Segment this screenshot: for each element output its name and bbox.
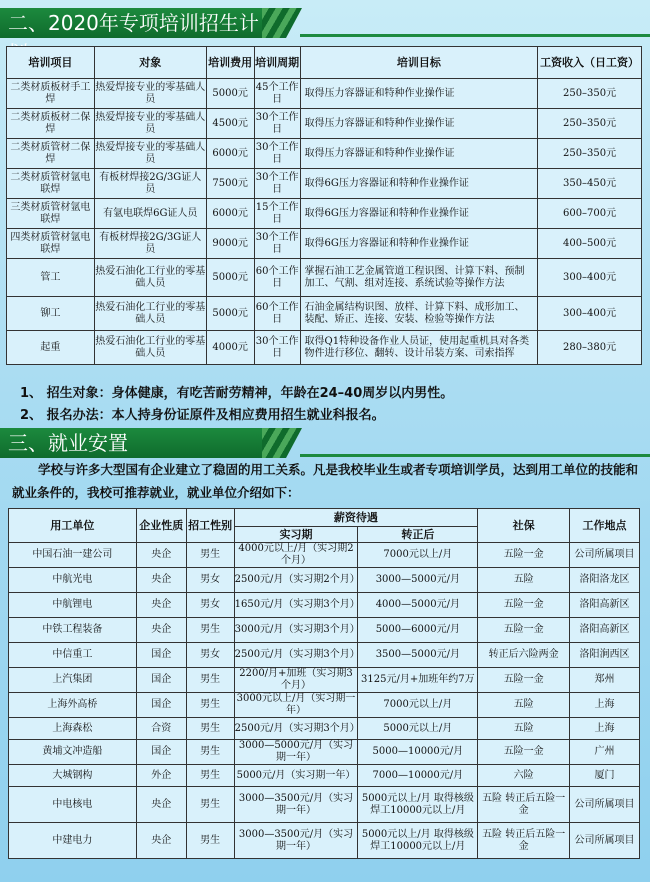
job-cell: 男生 bbox=[186, 718, 234, 740]
job-cell: 1650元/月（实习期3个月） bbox=[234, 593, 358, 618]
training-cell: 30个工作日 bbox=[254, 169, 300, 199]
job-cell: 央企 bbox=[136, 543, 186, 568]
job-cell: 公司所属项目 bbox=[570, 787, 640, 823]
job-cell: 五险一金 bbox=[478, 543, 570, 568]
job-cell: 中建电力 bbox=[9, 823, 137, 859]
job-row bbox=[9, 593, 640, 618]
job-cell: 央企 bbox=[136, 823, 186, 859]
job-cell: 上海外高桥 bbox=[9, 693, 137, 718]
note-enrollment-target: 1、 招生对象：身体健康，有吃苦耐劳精神，年龄在24–40周岁以内男性。 bbox=[20, 386, 454, 401]
training-cell: 300–400元 bbox=[538, 259, 642, 297]
training-cell: 60个工作日 bbox=[254, 297, 300, 331]
training-cell: 有板材焊接2G/3G证人员 bbox=[94, 169, 206, 199]
job-cell: 五险 bbox=[478, 693, 570, 718]
job-cell: 外企 bbox=[136, 765, 186, 787]
job-cell: 男生 bbox=[186, 765, 234, 787]
job-cell: 广州 bbox=[570, 740, 640, 765]
job-cell: 洛阳高新区 bbox=[570, 593, 640, 618]
training-cell: 管工 bbox=[7, 259, 95, 297]
training-cell: 有板材焊接2G/3G证人员 bbox=[94, 229, 206, 259]
header-place: 工作地点 bbox=[570, 509, 640, 543]
job-cell: 五险一金 bbox=[478, 593, 570, 618]
job-cell: 央企 bbox=[136, 618, 186, 643]
training-cell: 600–700元 bbox=[538, 199, 642, 229]
training-row bbox=[7, 139, 642, 169]
job-cell: 黄埔文冲造船 bbox=[9, 740, 137, 765]
training-cell: 7500元 bbox=[206, 169, 254, 199]
training-row bbox=[7, 331, 642, 365]
job-cell: 3125元/月+加班年约7万 bbox=[358, 668, 478, 693]
training-cell: 三类材质管材氩电联焊 bbox=[7, 199, 95, 229]
training-cell: 取得压力容器证和特种作业操作证 bbox=[300, 139, 538, 169]
training-cell: 热爱焊接专业的零基础人员 bbox=[94, 79, 206, 109]
job-cell: 公司所属项目 bbox=[570, 543, 640, 568]
intro-paragraph: 学校与许多大型国有企业建立了稳固的用工关系。凡是我校毕业生或者专项培训学员，达到用工单位的技能和就业条件的，我校可推荐就业，就业单位介绍如下： bbox=[12, 462, 639, 500]
training-cell: 热爱石油化工行业的零基础人员 bbox=[94, 331, 206, 365]
job-cell: 男生 bbox=[186, 668, 234, 693]
training-row bbox=[7, 169, 642, 199]
job-cell: 五险一金 bbox=[478, 618, 570, 643]
training-header-0: 培训项目 bbox=[7, 47, 95, 79]
training-cell: 30个工作日 bbox=[254, 331, 300, 365]
training-cell: 二类材质管材氩电联焊 bbox=[7, 169, 95, 199]
training-row bbox=[7, 259, 642, 297]
job-row bbox=[9, 718, 640, 740]
training-cell: 取得压力容器证和特种作业操作证 bbox=[300, 109, 538, 139]
job-row bbox=[9, 765, 640, 787]
job-cell: 中信重工 bbox=[9, 643, 137, 668]
job-row bbox=[9, 618, 640, 643]
job-cell: 男生 bbox=[186, 543, 234, 568]
job-cell: 上汽集团 bbox=[9, 668, 137, 693]
job-cell: 3000元/月（实习期3个月） bbox=[234, 618, 358, 643]
job-cell: 郑州 bbox=[570, 668, 640, 693]
training-cell: 有氩电联焊6G证人员 bbox=[94, 199, 206, 229]
job-cell: 洛阳高新区 bbox=[570, 618, 640, 643]
job-cell: 5000元以上/月 bbox=[358, 718, 478, 740]
training-cell: 热爱焊接专业的零基础人员 bbox=[94, 109, 206, 139]
training-cell: 250–350元 bbox=[538, 139, 642, 169]
job-cell: 3000元以上/月（实习期一年） bbox=[234, 693, 358, 718]
job-cell: 五险 bbox=[478, 718, 570, 740]
job-cell: 5000元以上/月 取得核级焊工10000元以上/月 bbox=[358, 823, 478, 859]
header-intern: 实习期 bbox=[234, 527, 358, 543]
job-cell: 7000元以上/月 bbox=[358, 693, 478, 718]
job-row bbox=[9, 643, 640, 668]
job-cell: 3000—3500元/月（实习期一年） bbox=[234, 787, 358, 823]
training-header-4: 培训目标 bbox=[300, 47, 538, 79]
training-header-3: 培训周期 bbox=[254, 47, 300, 79]
training-cell: 5000元 bbox=[206, 79, 254, 109]
job-cell: 合资 bbox=[136, 718, 186, 740]
job-cell: 上海 bbox=[570, 693, 640, 718]
training-cell: 9000元 bbox=[206, 229, 254, 259]
job-cell: 4000—5000元/月 bbox=[358, 593, 478, 618]
job-cell: 六险 bbox=[478, 765, 570, 787]
job-cell: 央企 bbox=[136, 593, 186, 618]
note-registration: 2、 报名办法：本人持身份证原件及相应费用招生就业科报名。 bbox=[20, 408, 385, 423]
section-header-employment bbox=[0, 428, 650, 458]
job-cell: 5000元/月（实习期一年） bbox=[234, 765, 358, 787]
job-cell: 中航光电 bbox=[9, 568, 137, 593]
training-row bbox=[7, 297, 642, 331]
training-cell: 350–450元 bbox=[538, 169, 642, 199]
training-row bbox=[7, 109, 642, 139]
section-header-training bbox=[0, 8, 650, 38]
job-cell: 中铁工程装备 bbox=[9, 618, 137, 643]
training-cell: 30个工作日 bbox=[254, 229, 300, 259]
job-cell: 男生 bbox=[186, 618, 234, 643]
job-cell: 2500元/月（实习期3个月） bbox=[234, 718, 358, 740]
training-header-1: 对象 bbox=[94, 47, 206, 79]
training-cell: 取得6G压力容器证和特种作业操作证 bbox=[300, 229, 538, 259]
training-table bbox=[6, 46, 642, 365]
job-cell: 国企 bbox=[136, 643, 186, 668]
training-cell: 铆工 bbox=[7, 297, 95, 331]
job-cell: 2500元/月（实习期2个月） bbox=[234, 568, 358, 593]
job-cell: 男生 bbox=[186, 823, 234, 859]
header-unit: 用工单位 bbox=[9, 509, 137, 543]
job-row bbox=[9, 740, 640, 765]
training-cell: 15个工作日 bbox=[254, 199, 300, 229]
header-regular: 转正后 bbox=[358, 527, 478, 543]
job-cell: 5000—10000元/月 bbox=[358, 740, 478, 765]
job-cell: 男生 bbox=[186, 693, 234, 718]
employment-table bbox=[8, 508, 640, 859]
training-cell: 热爱石油化工行业的零基础人员 bbox=[94, 259, 206, 297]
training-cell: 取得6G压力容器证和特种作业操作证 bbox=[300, 199, 538, 229]
job-cell: 厦门 bbox=[570, 765, 640, 787]
job-cell: 5000—6000元/月 bbox=[358, 618, 478, 643]
job-cell: 国企 bbox=[136, 693, 186, 718]
header-social: 社保 bbox=[478, 509, 570, 543]
job-cell: 洛阳涧西区 bbox=[570, 643, 640, 668]
job-cell: 央企 bbox=[136, 568, 186, 593]
training-row bbox=[7, 229, 642, 259]
job-cell: 男生 bbox=[186, 787, 234, 823]
section-title: 三、就业安置 bbox=[0, 428, 270, 458]
job-cell: 央企 bbox=[136, 787, 186, 823]
job-cell: 洛阳洛龙区 bbox=[570, 568, 640, 593]
job-cell: 国企 bbox=[136, 668, 186, 693]
training-cell: 45个工作日 bbox=[254, 79, 300, 109]
job-cell: 五险 转正后五险一金 bbox=[478, 787, 570, 823]
job-cell: 3000—3500元/月（实习期一年） bbox=[234, 823, 358, 859]
job-cell: 中航锂电 bbox=[9, 593, 137, 618]
job-cell: 上海森松 bbox=[9, 718, 137, 740]
job-cell: 国企 bbox=[136, 740, 186, 765]
job-cell: 男生 bbox=[186, 740, 234, 765]
training-cell: 热爱石油化工行业的零基础人员 bbox=[94, 297, 206, 331]
job-cell: 7000—10000元/月 bbox=[358, 765, 478, 787]
training-cell: 二类材质管材二保焊 bbox=[7, 139, 95, 169]
header-gender: 招工性别 bbox=[186, 509, 234, 543]
training-cell: 4500元 bbox=[206, 109, 254, 139]
job-cell: 2500元/月（实习期3个月） bbox=[234, 643, 358, 668]
training-cell: 石油金属结构识图、放样、计算下料、成形加工、装配、矫正、连接、安装、检验等操作方法 bbox=[300, 297, 538, 331]
ribbon-decoration bbox=[262, 428, 302, 458]
job-cell: 上海 bbox=[570, 718, 640, 740]
job-cell: 五险一金 bbox=[478, 668, 570, 693]
job-row bbox=[9, 568, 640, 593]
training-cell: 280–380元 bbox=[538, 331, 642, 365]
job-cell: 2200/月+加班（实习期3个月） bbox=[234, 668, 358, 693]
training-cell: 400–500元 bbox=[538, 229, 642, 259]
header-pay: 薪资待遇 bbox=[234, 509, 478, 527]
divider bbox=[300, 34, 650, 37]
divider bbox=[300, 454, 650, 457]
job-row bbox=[9, 543, 640, 568]
training-cell: 250–350元 bbox=[538, 79, 642, 109]
ribbon-decoration bbox=[262, 8, 302, 38]
job-cell: 大城钢构 bbox=[9, 765, 137, 787]
job-cell: 五险 转正后五险一金 bbox=[478, 823, 570, 859]
training-cell: 取得压力容器证和特种作业操作证 bbox=[300, 79, 538, 109]
job-cell: 3000—5000元/月 bbox=[358, 568, 478, 593]
training-cell: 5000元 bbox=[206, 259, 254, 297]
training-cell: 4000元 bbox=[206, 331, 254, 365]
training-cell: 30个工作日 bbox=[254, 109, 300, 139]
training-cell: 取得6G压力容器证和特种作业操作证 bbox=[300, 169, 538, 199]
job-cell: 男女 bbox=[186, 643, 234, 668]
training-cell: 6000元 bbox=[206, 199, 254, 229]
job-row bbox=[9, 693, 640, 718]
header-nature: 企业性质 bbox=[136, 509, 186, 543]
section-title: 二、2020年专项培训招生计 bbox=[0, 8, 270, 38]
training-cell: 二类材质板材手工焊 bbox=[7, 79, 95, 109]
job-cell: 公司所属项目 bbox=[570, 823, 640, 859]
job-cell: 4000元以上/月（实习期2个月） bbox=[234, 543, 358, 568]
training-cell: 四类材质管材氩电联焊 bbox=[7, 229, 95, 259]
training-cell: 取得Q1特种设备作业人员证，使用起重机具对各类物件进行移位、翻转、设计吊装方案、司索指挥 bbox=[300, 331, 538, 365]
training-cell: 掌握石油工艺金属管道工程识图、计算下料、预制加工、气割、组对连接、系统试验等操作方法 bbox=[300, 259, 538, 297]
job-cell: 转正后六险两金 bbox=[478, 643, 570, 668]
training-cell: 起重 bbox=[7, 331, 95, 365]
job-cell: 中国石油一建公司 bbox=[9, 543, 137, 568]
job-row bbox=[9, 787, 640, 823]
training-cell: 6000元 bbox=[206, 139, 254, 169]
job-cell: 男女 bbox=[186, 593, 234, 618]
job-cell: 3000—5000元/月（实习期一年） bbox=[234, 740, 358, 765]
training-header-5: 工资收入（日工资） bbox=[538, 47, 642, 79]
training-cell: 5000元 bbox=[206, 297, 254, 331]
job-cell: 五险一金 bbox=[478, 740, 570, 765]
job-cell: 5000元以上/月 取得核级焊工10000元以上/月 bbox=[358, 787, 478, 823]
training-cell: 30个工作日 bbox=[254, 139, 300, 169]
job-cell: 中电核电 bbox=[9, 787, 137, 823]
training-cell: 300–400元 bbox=[538, 297, 642, 331]
job-row bbox=[9, 668, 640, 693]
training-cell: 250–350元 bbox=[538, 109, 642, 139]
job-cell: 7000元以上/月 bbox=[358, 543, 478, 568]
training-cell: 热爱焊接专业的零基础人员 bbox=[94, 139, 206, 169]
training-cell: 二类材质板材二保焊 bbox=[7, 109, 95, 139]
training-row bbox=[7, 199, 642, 229]
training-row bbox=[7, 79, 642, 109]
training-cell: 60个工作日 bbox=[254, 259, 300, 297]
training-header-2: 培训费用 bbox=[206, 47, 254, 79]
job-cell: 五险 bbox=[478, 568, 570, 593]
job-row bbox=[9, 823, 640, 859]
job-cell: 3500—5000元/月 bbox=[358, 643, 478, 668]
job-cell: 男女 bbox=[186, 568, 234, 593]
